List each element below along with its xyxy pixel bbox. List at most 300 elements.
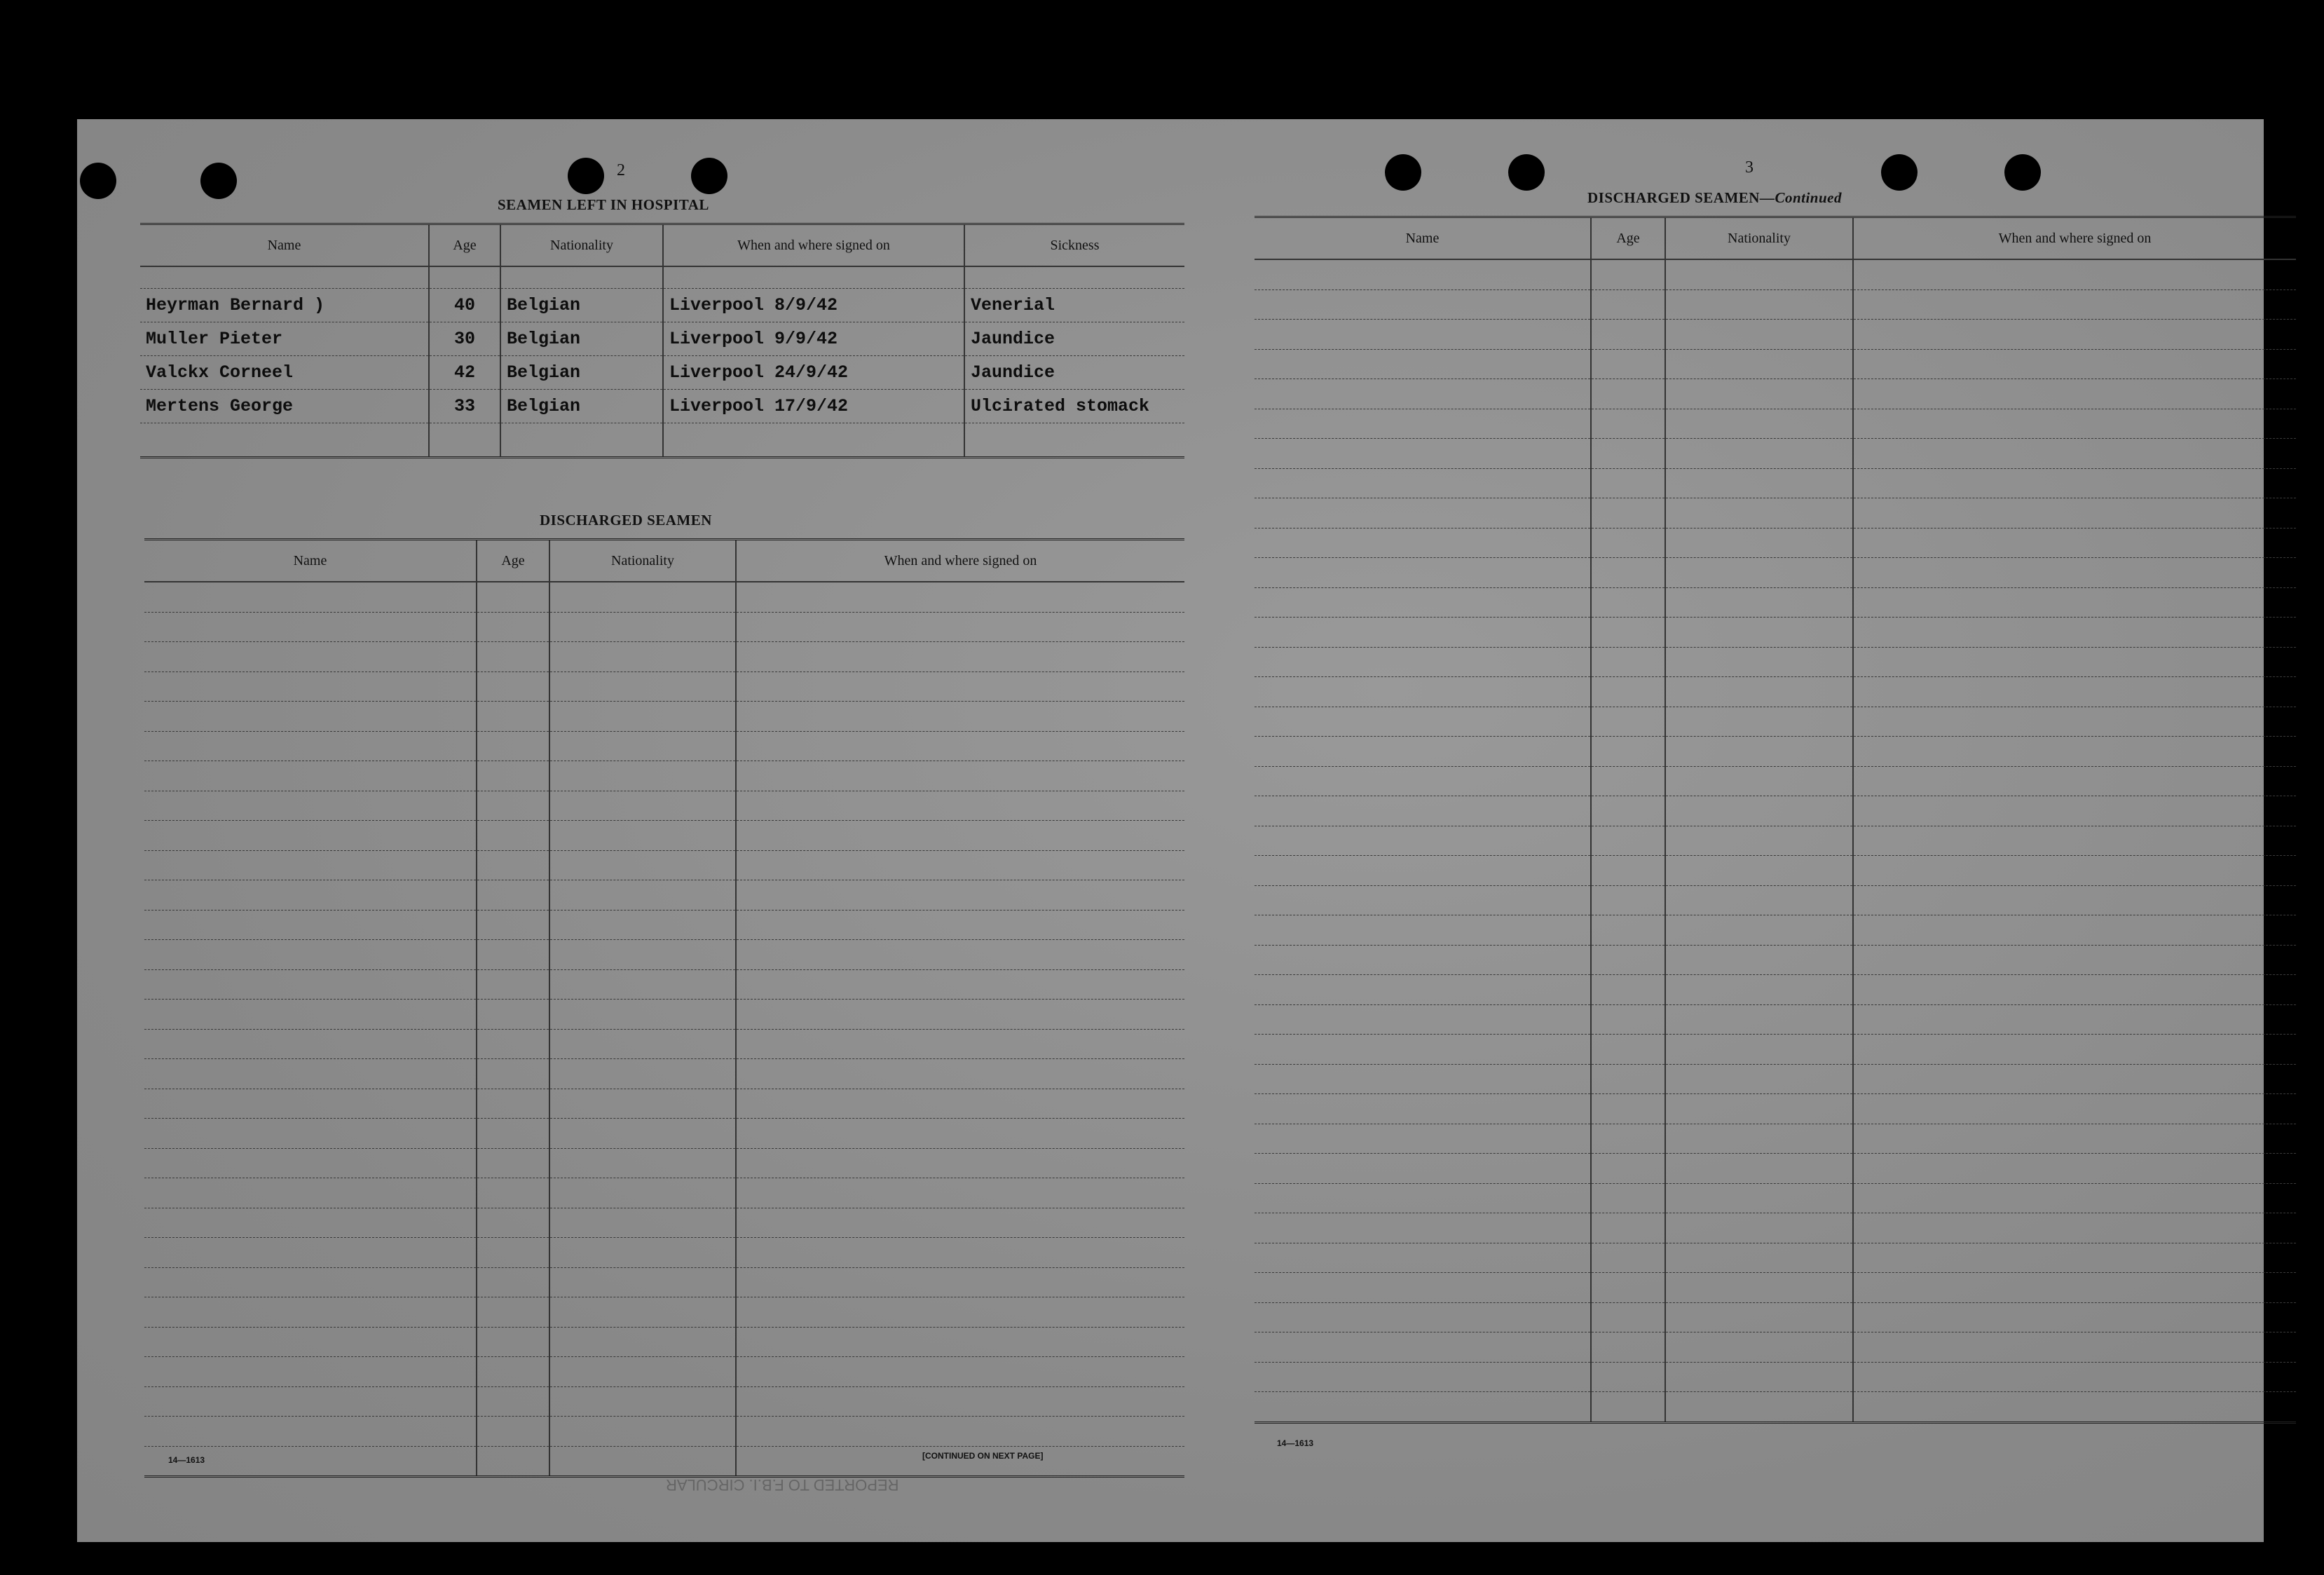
table-row bbox=[1255, 289, 2296, 320]
punch-hole bbox=[2004, 154, 2041, 191]
table-row bbox=[1255, 1392, 2296, 1423]
blank-cell bbox=[1665, 1064, 1853, 1094]
blank-cell bbox=[1591, 796, 1665, 826]
blank-cell bbox=[1591, 1154, 1665, 1184]
blank-cell bbox=[736, 1327, 1184, 1357]
blank-cell bbox=[477, 880, 549, 911]
blank-cell bbox=[1255, 1302, 1591, 1332]
discharged-table-left bbox=[144, 538, 1184, 1478]
blank-cell bbox=[1853, 1362, 2296, 1392]
blank-cell bbox=[144, 969, 477, 1000]
table-row bbox=[144, 731, 1184, 761]
hospital-table bbox=[140, 223, 1184, 458]
blank-cell bbox=[1255, 1004, 1591, 1035]
blank-cell bbox=[549, 1089, 736, 1119]
blank-cell bbox=[549, 1386, 736, 1417]
table-row bbox=[144, 612, 1184, 642]
page-number-left: 2 bbox=[617, 161, 625, 179]
table-row bbox=[144, 1029, 1184, 1059]
table-row bbox=[1255, 1064, 2296, 1094]
blank-cell bbox=[1853, 826, 2296, 856]
blank-cell bbox=[477, 1386, 549, 1417]
blank-cell bbox=[1665, 320, 1853, 350]
blank-cell bbox=[1665, 1035, 1853, 1065]
table-row bbox=[144, 582, 1184, 612]
table-row bbox=[144, 761, 1184, 791]
blank-cell bbox=[1665, 647, 1853, 677]
blank-cell bbox=[1255, 1094, 1591, 1124]
blank-cell bbox=[736, 761, 1184, 791]
blank-cell bbox=[1255, 618, 1591, 648]
blank-cell bbox=[736, 821, 1184, 851]
blank-cell bbox=[549, 1119, 736, 1149]
blank-cell bbox=[144, 1208, 477, 1238]
seaman-sickness: Ulcirated stomack bbox=[964, 390, 1184, 423]
discharged-section-title: DISCHARGED SEAMEN bbox=[540, 512, 712, 529]
blank-cell bbox=[1591, 618, 1665, 648]
blank-cell bbox=[1255, 1362, 1591, 1392]
blank-cell bbox=[1255, 349, 1591, 379]
table-row bbox=[1255, 975, 2296, 1005]
blank-cell bbox=[1255, 558, 1591, 588]
blank-cell bbox=[1853, 1124, 2296, 1154]
blank-cell bbox=[1591, 1035, 1665, 1065]
blank-cell bbox=[1853, 856, 2296, 886]
blank-cell bbox=[1591, 1362, 1665, 1392]
blank-cell bbox=[1591, 1392, 1665, 1423]
blank-cell bbox=[477, 1267, 549, 1297]
table-row bbox=[1255, 498, 2296, 529]
blank-cell bbox=[736, 1000, 1184, 1030]
blank-cell bbox=[1853, 618, 2296, 648]
blank-cell bbox=[1255, 528, 1591, 558]
blank-cell bbox=[1591, 1332, 1665, 1363]
blank-cell bbox=[1665, 1124, 1853, 1154]
blank-cell bbox=[1665, 1154, 1853, 1184]
table-row bbox=[144, 1267, 1184, 1297]
seaman-age: 33 bbox=[429, 390, 500, 423]
seaman-signed-on: Liverpool 17/9/42 bbox=[663, 390, 964, 423]
blank-cell bbox=[1853, 558, 2296, 588]
blank-cell bbox=[549, 821, 736, 851]
blank-cell bbox=[1853, 439, 2296, 469]
blank-cell bbox=[1591, 707, 1665, 737]
seaman-age: 42 bbox=[429, 356, 500, 390]
blank-cell bbox=[1853, 468, 2296, 498]
blank-cell bbox=[1255, 1273, 1591, 1303]
blank-cell bbox=[144, 1297, 477, 1328]
blank-cell bbox=[1665, 1332, 1853, 1363]
blank-cell bbox=[144, 612, 477, 642]
blank-cell bbox=[736, 969, 1184, 1000]
blank-cell bbox=[736, 791, 1184, 821]
column-header-signed-on: When and where signed on bbox=[663, 224, 964, 267]
blank-cell bbox=[1255, 1035, 1591, 1065]
blank-cell bbox=[144, 791, 477, 821]
blank-cell bbox=[1665, 349, 1853, 379]
blank-cell bbox=[144, 1386, 477, 1417]
blank-cell bbox=[1853, 915, 2296, 946]
blank-cell bbox=[1255, 945, 1591, 975]
blank-cell bbox=[1665, 439, 1853, 469]
blank-cell bbox=[1665, 528, 1853, 558]
seaman-sickness: Jaundice bbox=[964, 322, 1184, 356]
column-header-age: Age bbox=[429, 224, 500, 267]
column-header-signed-on: When and where signed on bbox=[736, 540, 1184, 582]
seaman-nationality: Belgian bbox=[500, 390, 663, 423]
table-row bbox=[144, 642, 1184, 672]
table-row bbox=[1255, 647, 2296, 677]
seaman-name: Valckx Corneel bbox=[140, 356, 429, 390]
blank-cell bbox=[1665, 737, 1853, 767]
blank-cell bbox=[1665, 1362, 1853, 1392]
table-row bbox=[144, 1208, 1184, 1238]
blank-cell bbox=[144, 642, 477, 672]
blank-cell bbox=[736, 1238, 1184, 1268]
blank-cell bbox=[144, 731, 477, 761]
blank-cell bbox=[1591, 975, 1665, 1005]
table-row bbox=[140, 322, 1184, 356]
blank-cell bbox=[1255, 1213, 1591, 1243]
blank-cell bbox=[1255, 915, 1591, 946]
blank-cell bbox=[1591, 320, 1665, 350]
discharged-continued-title-main: DISCHARGED SEAMEN bbox=[1587, 189, 1760, 206]
blank-cell bbox=[1255, 1154, 1591, 1184]
blank-cell bbox=[144, 582, 477, 612]
blank-cell bbox=[477, 702, 549, 732]
table-row bbox=[144, 880, 1184, 911]
blank-cell bbox=[736, 1297, 1184, 1328]
blank-cell bbox=[549, 1297, 736, 1328]
table-row bbox=[1255, 349, 2296, 379]
blank-cell bbox=[1591, 677, 1665, 707]
blank-cell bbox=[477, 940, 549, 970]
blank-cell bbox=[144, 880, 477, 911]
blank-cell bbox=[736, 880, 1184, 911]
table-row bbox=[1255, 1273, 2296, 1303]
blank-cell bbox=[144, 1029, 477, 1059]
blank-cell bbox=[736, 1386, 1184, 1417]
table-row bbox=[1255, 1362, 2296, 1392]
blank-cell bbox=[477, 1029, 549, 1059]
form-number-right: 14—1613 bbox=[1277, 1438, 1314, 1448]
blank-cell bbox=[736, 1178, 1184, 1208]
blank-cell bbox=[1665, 1213, 1853, 1243]
blank-cell bbox=[1591, 558, 1665, 588]
seaman-age: 30 bbox=[429, 322, 500, 356]
seaman-signed-on: Liverpool 8/9/42 bbox=[663, 289, 964, 322]
table-row bbox=[144, 1089, 1184, 1119]
blank-cell bbox=[1255, 1332, 1591, 1363]
punch-hole bbox=[568, 158, 604, 194]
blank-cell bbox=[1255, 320, 1591, 350]
blank-cell bbox=[1665, 856, 1853, 886]
blank-cell bbox=[1665, 379, 1853, 409]
blank-cell bbox=[1853, 975, 2296, 1005]
blank-cell bbox=[1591, 528, 1665, 558]
blank-cell bbox=[1853, 379, 2296, 409]
table-row bbox=[1255, 1243, 2296, 1273]
table-row bbox=[144, 702, 1184, 732]
blank-cell bbox=[1665, 945, 1853, 975]
blank-cell bbox=[1853, 498, 2296, 529]
table-row bbox=[144, 1297, 1184, 1328]
blank-cell bbox=[1665, 498, 1853, 529]
table-row bbox=[144, 850, 1184, 880]
blank-cell bbox=[1853, 409, 2296, 439]
seaman-signed-on: Liverpool 9/9/42 bbox=[663, 322, 964, 356]
blank-cell bbox=[477, 791, 549, 821]
blank-cell bbox=[144, 1357, 477, 1387]
column-header-sickness: Sickness bbox=[964, 224, 1184, 267]
blank-cell bbox=[736, 642, 1184, 672]
table-row bbox=[1255, 737, 2296, 767]
table-row bbox=[140, 266, 1184, 289]
blank-cell bbox=[1853, 766, 2296, 796]
blank-cell bbox=[1853, 885, 2296, 915]
blank-cell bbox=[477, 731, 549, 761]
column-header-nationality: Nationality bbox=[500, 224, 663, 267]
blank-cell bbox=[477, 582, 549, 612]
blank-cell bbox=[1255, 796, 1591, 826]
blank-cell bbox=[549, 940, 736, 970]
blank-cell bbox=[477, 1327, 549, 1357]
table-row bbox=[1255, 707, 2296, 737]
table-row bbox=[144, 1059, 1184, 1089]
blank-cell bbox=[736, 612, 1184, 642]
blank-cell bbox=[736, 1089, 1184, 1119]
blank-cell bbox=[144, 671, 477, 702]
blank-cell bbox=[1255, 856, 1591, 886]
blank-cell bbox=[477, 969, 549, 1000]
blank-cell bbox=[549, 880, 736, 911]
blank-cell bbox=[1591, 647, 1665, 677]
blank-cell bbox=[1853, 1064, 2296, 1094]
table-row bbox=[1255, 587, 2296, 618]
blank-cell bbox=[144, 1417, 477, 1447]
seaman-nationality: Belgian bbox=[500, 322, 663, 356]
blank-cell bbox=[1255, 1243, 1591, 1273]
blank-cell bbox=[1853, 1035, 2296, 1065]
blank-cell bbox=[1255, 1064, 1591, 1094]
blank-cell bbox=[549, 612, 736, 642]
table-row bbox=[1255, 796, 2296, 826]
punch-hole bbox=[1385, 154, 1421, 191]
blank-cell bbox=[1255, 498, 1591, 529]
blank-cell bbox=[144, 850, 477, 880]
blank-cell bbox=[1665, 975, 1853, 1005]
table-row bbox=[1255, 945, 2296, 975]
blank-cell bbox=[1255, 468, 1591, 498]
table-row bbox=[140, 356, 1184, 390]
blank-cell bbox=[736, 1148, 1184, 1178]
blank-cell bbox=[1255, 439, 1591, 469]
blank-cell bbox=[144, 761, 477, 791]
blank-cell bbox=[1665, 1243, 1853, 1273]
blank-cell bbox=[477, 671, 549, 702]
document-paper bbox=[77, 119, 2264, 1542]
table-row bbox=[144, 1386, 1184, 1417]
blank-cell bbox=[1591, 1213, 1665, 1243]
punch-hole bbox=[1508, 154, 1545, 191]
table-row bbox=[140, 289, 1184, 322]
blank-cell bbox=[736, 582, 1184, 612]
blank-cell bbox=[477, 1417, 549, 1447]
blank-cell bbox=[477, 1059, 549, 1089]
blank-cell bbox=[736, 1059, 1184, 1089]
table-row bbox=[144, 1238, 1184, 1268]
table-row bbox=[140, 423, 1184, 458]
table-row bbox=[144, 1327, 1184, 1357]
blank-cell bbox=[477, 612, 549, 642]
blank-cell bbox=[1665, 259, 1853, 289]
table-row bbox=[144, 1119, 1184, 1149]
blank-cell bbox=[736, 1029, 1184, 1059]
blank-cell bbox=[1255, 1124, 1591, 1154]
blank-cell bbox=[1591, 766, 1665, 796]
blank-cell bbox=[1255, 409, 1591, 439]
blank-cell bbox=[1591, 1094, 1665, 1124]
blank-cell bbox=[1255, 975, 1591, 1005]
blank-cell bbox=[1591, 1004, 1665, 1035]
blank-cell bbox=[1853, 587, 2296, 618]
blank-cell bbox=[736, 731, 1184, 761]
blank-cell bbox=[1255, 289, 1591, 320]
column-header-name: Name bbox=[1255, 217, 1591, 260]
blank-cell bbox=[549, 642, 736, 672]
blank-cell bbox=[549, 1238, 736, 1268]
blank-cell bbox=[1591, 587, 1665, 618]
blank-cell bbox=[1853, 349, 2296, 379]
blank-cell bbox=[477, 1297, 549, 1328]
blank-cell bbox=[1853, 1392, 2296, 1423]
blank-cell bbox=[477, 642, 549, 672]
blank-cell bbox=[144, 702, 477, 732]
table-row bbox=[1255, 1004, 2296, 1035]
table-row bbox=[1255, 558, 2296, 588]
table-row bbox=[1255, 885, 2296, 915]
blank-cell bbox=[549, 582, 736, 612]
table-row bbox=[144, 821, 1184, 851]
blank-cell bbox=[1665, 618, 1853, 648]
blank-cell bbox=[549, 1267, 736, 1297]
blank-cell bbox=[549, 1059, 736, 1089]
page-number-right: 3 bbox=[1745, 158, 1754, 177]
table-row bbox=[1255, 677, 2296, 707]
blank-cell bbox=[549, 850, 736, 880]
table-row bbox=[1255, 528, 2296, 558]
blank-cell bbox=[144, 1238, 477, 1268]
table-row bbox=[1255, 1124, 2296, 1154]
seaman-age: 40 bbox=[429, 289, 500, 322]
blank-cell bbox=[549, 1029, 736, 1059]
table-row bbox=[1255, 409, 2296, 439]
table-row bbox=[144, 1148, 1184, 1178]
blank-cell bbox=[1853, 289, 2296, 320]
table-row bbox=[144, 1178, 1184, 1208]
blank-cell bbox=[1591, 289, 1665, 320]
table-row bbox=[1255, 468, 2296, 498]
form-number-left: 14—1613 bbox=[168, 1455, 205, 1465]
seaman-name: Mertens George bbox=[140, 390, 429, 423]
table-row bbox=[1255, 618, 2296, 648]
table-row bbox=[144, 671, 1184, 702]
blank-cell bbox=[1665, 558, 1853, 588]
table-row bbox=[144, 1357, 1184, 1387]
blank-cell bbox=[477, 1119, 549, 1149]
blank-cell bbox=[736, 940, 1184, 970]
blank-cell bbox=[1853, 259, 2296, 289]
blank-cell bbox=[1591, 1273, 1665, 1303]
blank-cell bbox=[477, 821, 549, 851]
blank-cell bbox=[1665, 1183, 1853, 1213]
blank-cell bbox=[477, 1000, 549, 1030]
seaman-signed-on: Liverpool 24/9/42 bbox=[663, 356, 964, 390]
seaman-nationality: Belgian bbox=[500, 289, 663, 322]
blank-cell bbox=[549, 969, 736, 1000]
blank-cell bbox=[1665, 707, 1853, 737]
blank-cell bbox=[1255, 1183, 1591, 1213]
blank-cell bbox=[1853, 1094, 2296, 1124]
blank-cell bbox=[549, 731, 736, 761]
column-header-age: Age bbox=[477, 540, 549, 582]
blank-cell bbox=[477, 1357, 549, 1387]
blank-cell bbox=[477, 1178, 549, 1208]
blank-cell bbox=[477, 850, 549, 880]
blank-cell bbox=[144, 1267, 477, 1297]
column-header-age: Age bbox=[1591, 217, 1665, 260]
blank-cell bbox=[736, 1119, 1184, 1149]
blank-cell bbox=[549, 1178, 736, 1208]
blank-cell bbox=[1665, 1094, 1853, 1124]
reverse-stamp-bleed: REPORTED TO F.B.I. CIRCULAR bbox=[666, 1476, 899, 1494]
blank-cell bbox=[144, 940, 477, 970]
blank-cell bbox=[144, 1000, 477, 1030]
blank-cell bbox=[1591, 379, 1665, 409]
blank-cell bbox=[1853, 1302, 2296, 1332]
blank-cell bbox=[549, 1327, 736, 1357]
table-row bbox=[1255, 1183, 2296, 1213]
discharged-continued-title-suffix: —Continued bbox=[1759, 189, 1842, 206]
blank-cell bbox=[477, 1238, 549, 1268]
blank-cell bbox=[549, 702, 736, 732]
blank-cell bbox=[1665, 796, 1853, 826]
blank-cell bbox=[477, 910, 549, 940]
blank-cell bbox=[1665, 766, 1853, 796]
table-row bbox=[1255, 856, 2296, 886]
blank-cell bbox=[549, 1000, 736, 1030]
table-row bbox=[1255, 1213, 2296, 1243]
seaman-sickness: Jaundice bbox=[964, 356, 1184, 390]
blank-cell bbox=[477, 1089, 549, 1119]
blank-cell bbox=[1665, 915, 1853, 946]
blank-cell bbox=[736, 1357, 1184, 1387]
blank-cell bbox=[736, 1208, 1184, 1238]
seaman-name: Muller Pieter bbox=[140, 322, 429, 356]
blank-cell bbox=[1591, 349, 1665, 379]
blank-cell bbox=[1853, 528, 2296, 558]
blank-cell bbox=[1255, 826, 1591, 856]
blank-cell bbox=[1853, 647, 2296, 677]
table-row bbox=[144, 969, 1184, 1000]
hospital-section-title: SEAMEN LEFT IN HOSPITAL bbox=[498, 196, 709, 213]
blank-cell bbox=[1665, 1273, 1853, 1303]
blank-cell bbox=[1255, 885, 1591, 915]
table-row bbox=[1255, 1154, 2296, 1184]
blank-cell bbox=[1665, 587, 1853, 618]
blank-cell bbox=[1591, 856, 1665, 886]
blank-cell bbox=[477, 1208, 549, 1238]
